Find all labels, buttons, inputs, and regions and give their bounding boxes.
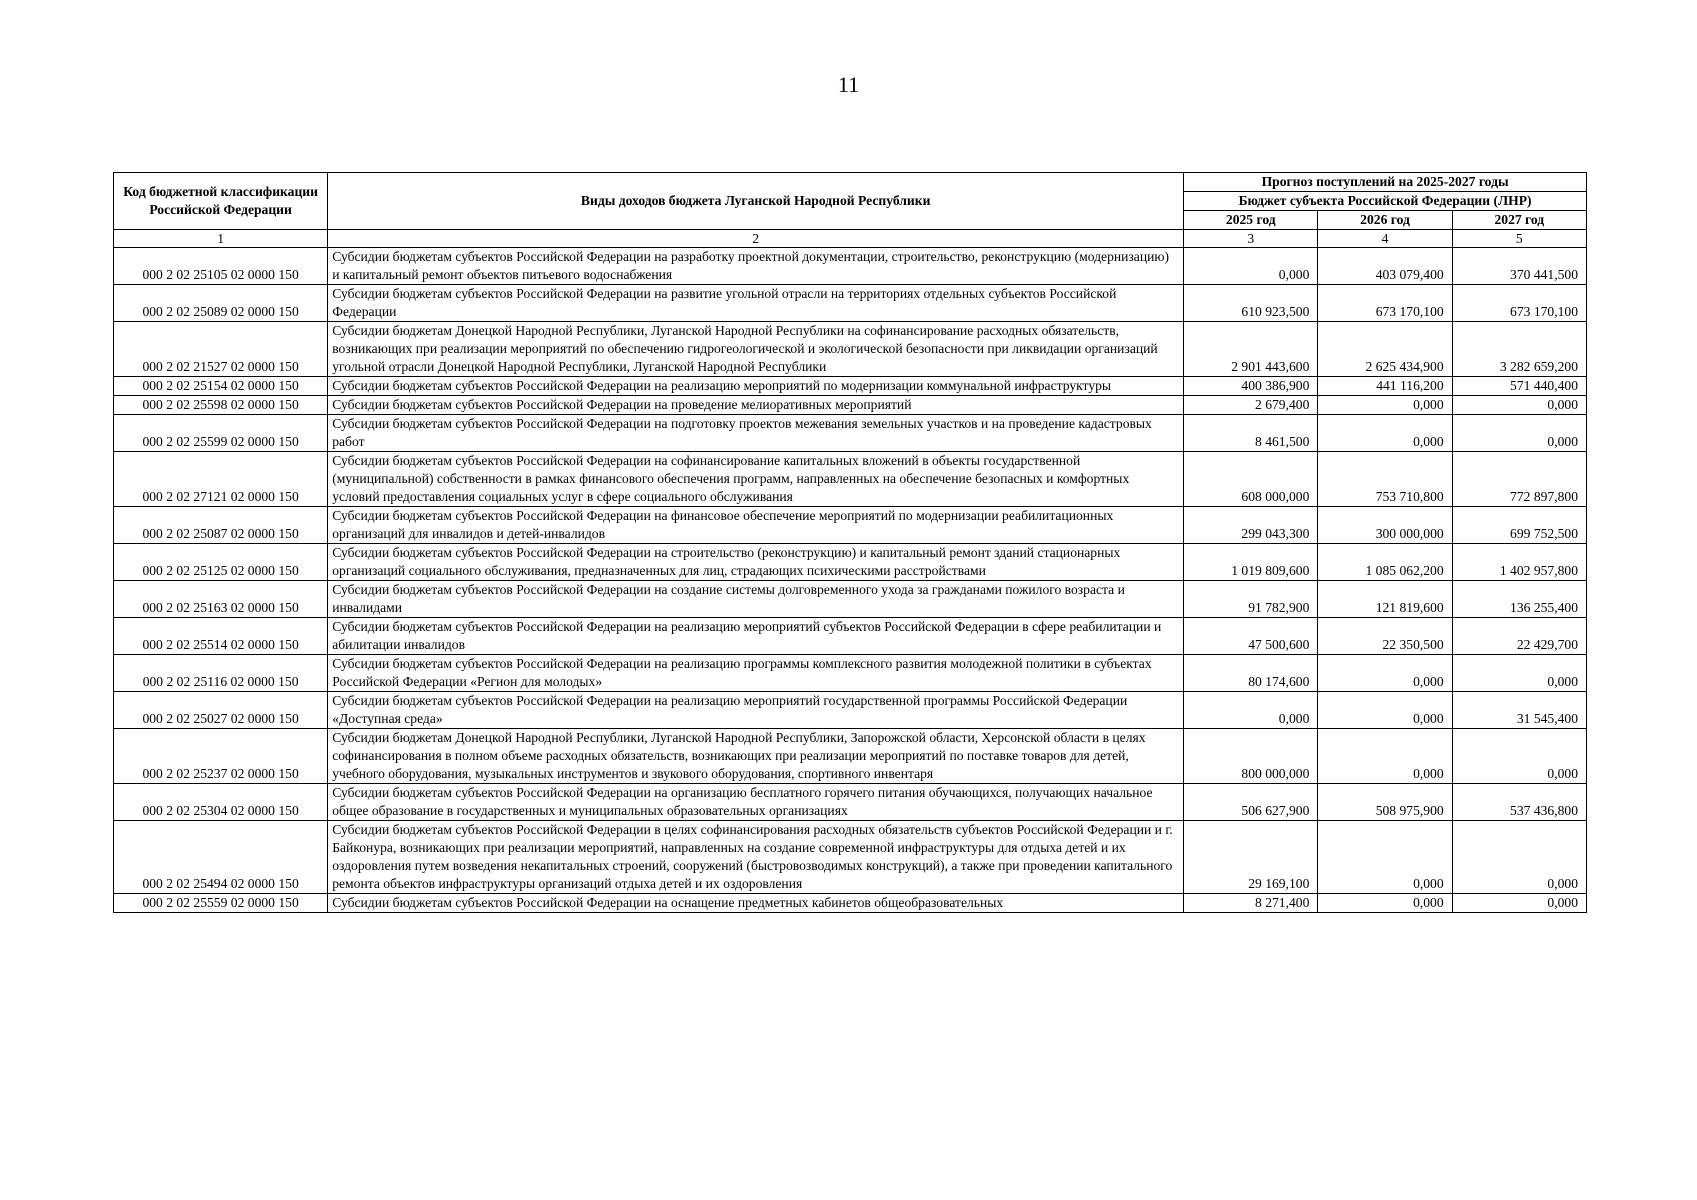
amount-2027-cell: 370 441,500 bbox=[1452, 248, 1586, 285]
column-number: 5 bbox=[1452, 230, 1586, 248]
page-number: 11 bbox=[837, 72, 860, 97]
table-row bbox=[114, 415, 1587, 452]
amount-2025-cell: 8 271,400 bbox=[1184, 894, 1318, 913]
amount-2027-cell: 772 897,800 bbox=[1452, 452, 1586, 507]
budget-code-cell: 000 2 02 25105 02 0000 150 bbox=[114, 248, 328, 285]
table-row bbox=[114, 544, 1587, 581]
table-row bbox=[114, 821, 1587, 894]
header-code-column: Код бюджетной классификации Российской Федерации bbox=[114, 173, 328, 230]
column-number-row bbox=[114, 230, 1587, 248]
amount-2027-cell: 31 545,400 bbox=[1452, 692, 1586, 729]
amount-2025-cell: 506 627,900 bbox=[1184, 784, 1318, 821]
amount-2026-cell: 0,000 bbox=[1318, 692, 1452, 729]
budget-code-cell: 000 2 02 25089 02 0000 150 bbox=[114, 285, 328, 322]
revenue-description-cell: Субсидии бюджетам субъектов Российской Федерации на разработку проектной документации, строительство, реконструкцию (модернизацию) и капитальный ремонт объектов питьевого водоснабжения bbox=[328, 248, 1184, 285]
revenue-description-cell: Субсидии бюджетам субъектов Российской Федерации на проведение мелиоративных мероприятий bbox=[328, 396, 1184, 415]
revenue-description-cell: Субсидии бюджетам субъектов Российской Федерации на организацию бесплатного горячего питания обучающихся, получающих начальное общее образование в государственных и муниципальных образовательных организациях bbox=[328, 784, 1184, 821]
amount-2026-cell: 0,000 bbox=[1318, 894, 1452, 913]
amount-2026-cell: 0,000 bbox=[1318, 415, 1452, 452]
revenue-description-cell: Субсидии бюджетам субъектов Российской Федерации на строительство (реконструкцию) и капитальный ремонт зданий стационарных организаций социального обслуживания, предназначенных для лиц, страдающих психическими расстройствами bbox=[328, 544, 1184, 581]
amount-2025-cell: 91 782,900 bbox=[1184, 581, 1318, 618]
table-header bbox=[114, 173, 1587, 230]
budget-code-cell: 000 2 02 25514 02 0000 150 bbox=[114, 618, 328, 655]
revenue-description-cell: Субсидии бюджетам Донецкой Народной Республики, Луганской Народной Республики на софинансирование расходных обязательств, возникающих при реализации мероприятий по обеспечению гидрогеологической и экологической безопасности при ликвидации организаций угольной отрасли Донецкой Народной Республики, Луганской Народной Республики bbox=[328, 322, 1184, 377]
revenue-description-cell: Субсидии бюджетам субъектов Российской Федерации на создание системы долговременного ухода за гражданами пожилого возраста и инвалидами bbox=[328, 581, 1184, 618]
amount-2026-cell: 403 079,400 bbox=[1318, 248, 1452, 285]
budget-code-cell: 000 2 02 25598 02 0000 150 bbox=[114, 396, 328, 415]
amount-2027-cell: 0,000 bbox=[1452, 415, 1586, 452]
amount-2027-cell: 1 402 957,800 bbox=[1452, 544, 1586, 581]
revenue-description-cell: Субсидии бюджетам субъектов Российской Федерации на оснащение предметных кабинетов общеобразовательных bbox=[328, 894, 1184, 913]
header-year-2027: 2027 год bbox=[1452, 211, 1586, 230]
revenue-description-cell: Субсидии бюджетам субъектов Российской Федерации на развитие угольной отрасли на территориях отдельных субъектов Российской Федерации bbox=[328, 285, 1184, 322]
table-row bbox=[114, 784, 1587, 821]
table-row bbox=[114, 729, 1587, 784]
revenue-description-cell: Субсидии бюджетам субъектов Российской Федерации в целях софинансирования расходных обязательств субъектов Российской Федерации и г. Байконура, возникающих при реализации мероприятий, направленных на создание современной инфраструктуры для отдыха детей и их оздоровления путем возведения некапитальных строений, сооружений (быстровозводимых конструкций), а также при проведении капитального ремонта объектов инфраструктуры организаций отдыха детей и их оздоровления bbox=[328, 821, 1184, 894]
amount-2027-cell: 0,000 bbox=[1452, 821, 1586, 894]
amount-2027-cell: 673 170,100 bbox=[1452, 285, 1586, 322]
column-number: 4 bbox=[1318, 230, 1452, 248]
amount-2026-cell: 1 085 062,200 bbox=[1318, 544, 1452, 581]
amount-2025-cell: 1 019 809,600 bbox=[1184, 544, 1318, 581]
header-year-2025: 2025 год bbox=[1184, 211, 1318, 230]
amount-2026-cell: 0,000 bbox=[1318, 655, 1452, 692]
amount-2027-cell: 3 282 659,200 bbox=[1452, 322, 1586, 377]
revenue-description-cell: Субсидии бюджетам субъектов Российской Федерации на финансовое обеспечение мероприятий по модернизации реабилитационных организаций для инвалидов и детей-инвалидов bbox=[328, 507, 1184, 544]
budget-code-cell: 000 2 02 25599 02 0000 150 bbox=[114, 415, 328, 452]
budget-code-cell: 000 2 02 25237 02 0000 150 bbox=[114, 729, 328, 784]
table-row bbox=[114, 396, 1587, 415]
amount-2025-cell: 2 679,400 bbox=[1184, 396, 1318, 415]
budget-code-cell: 000 2 02 25116 02 0000 150 bbox=[114, 655, 328, 692]
amount-2027-cell: 22 429,700 bbox=[1452, 618, 1586, 655]
table-row bbox=[114, 322, 1587, 377]
header-year-2026: 2026 год bbox=[1318, 211, 1452, 230]
budget-code-cell: 000 2 02 25559 02 0000 150 bbox=[114, 894, 328, 913]
revenue-description-cell: Субсидии бюджетам субъектов Российской Федерации на софинансирование капитальных вложений в объекты государственной (муниципальной) собственности в рамках финансового обеспечения программ, направленных на обеспечение безопасных и комфортных условий предоставления социальных услуг в сфере социального обслуживания bbox=[328, 452, 1184, 507]
amount-2025-cell: 610 923,500 bbox=[1184, 285, 1318, 322]
revenue-description-cell: Субсидии бюджетам субъектов Российской Федерации на реализацию мероприятий по модернизации коммунальной инфраструктуры bbox=[328, 377, 1184, 396]
amount-2027-cell: 0,000 bbox=[1452, 396, 1586, 415]
budget-code-cell: 000 2 02 25163 02 0000 150 bbox=[114, 581, 328, 618]
table-row bbox=[114, 248, 1587, 285]
table-row bbox=[114, 692, 1587, 729]
budget-code-cell: 000 2 02 21527 02 0000 150 bbox=[114, 322, 328, 377]
amount-2026-cell: 673 170,100 bbox=[1318, 285, 1452, 322]
column-number: 3 bbox=[1184, 230, 1318, 248]
amount-2026-cell: 753 710,800 bbox=[1318, 452, 1452, 507]
budget-code-cell: 000 2 02 25125 02 0000 150 bbox=[114, 544, 328, 581]
table-row bbox=[114, 507, 1587, 544]
amount-2025-cell: 299 043,300 bbox=[1184, 507, 1318, 544]
amount-2027-cell: 0,000 bbox=[1452, 655, 1586, 692]
amount-2027-cell: 699 752,500 bbox=[1452, 507, 1586, 544]
amount-2027-cell: 537 436,800 bbox=[1452, 784, 1586, 821]
budget-code-cell: 000 2 02 27121 02 0000 150 bbox=[114, 452, 328, 507]
amount-2026-cell: 0,000 bbox=[1318, 729, 1452, 784]
amount-2027-cell: 136 255,400 bbox=[1452, 581, 1586, 618]
amount-2025-cell: 2 901 443,600 bbox=[1184, 322, 1318, 377]
revenue-description-cell: Субсидии бюджетам Донецкой Народной Республики, Луганской Народной Республики, Запорожской области, Херсонской области в целях софинансирования в полном объеме расходных обязательств, возникающих при реализации мероприятий по поставке товаров для детей, учебного оборудования, музыкальных инструментов и звукового оборудования, спортивного инвентаря bbox=[328, 729, 1184, 784]
amount-2027-cell: 0,000 bbox=[1452, 894, 1586, 913]
amount-2025-cell: 0,000 bbox=[1184, 692, 1318, 729]
amount-2025-cell: 400 386,900 bbox=[1184, 377, 1318, 396]
amount-2025-cell: 8 461,500 bbox=[1184, 415, 1318, 452]
amount-2026-cell: 2 625 434,900 bbox=[1318, 322, 1452, 377]
amount-2025-cell: 0,000 bbox=[1184, 248, 1318, 285]
revenue-description-cell: Субсидии бюджетам субъектов Российской Федерации на подготовку проектов межевания земельных участков и на проведение кадастровых работ bbox=[328, 415, 1184, 452]
header-description-column: Виды доходов бюджета Луганской Народной Республики bbox=[328, 173, 1184, 230]
table-row bbox=[114, 581, 1587, 618]
table-row bbox=[114, 452, 1587, 507]
table-row bbox=[114, 894, 1587, 913]
revenue-forecast-table bbox=[113, 172, 1587, 913]
amount-2026-cell: 300 000,000 bbox=[1318, 507, 1452, 544]
table-row bbox=[114, 655, 1587, 692]
revenue-description-cell: Субсидии бюджетам субъектов Российской Федерации на реализацию мероприятий государственной программы Российской Федерации «Доступная среда» bbox=[328, 692, 1184, 729]
amount-2025-cell: 80 174,600 bbox=[1184, 655, 1318, 692]
amount-2026-cell: 508 975,900 bbox=[1318, 784, 1452, 821]
header-forecast-group: Прогноз поступлений на 2025-2027 годы bbox=[1184, 173, 1587, 192]
revenue-description-cell: Субсидии бюджетам субъектов Российской Федерации на реализацию мероприятий субъектов Российской Федерации в сфере реабилитации и абилитации инвалидов bbox=[328, 618, 1184, 655]
amount-2026-cell: 0,000 bbox=[1318, 396, 1452, 415]
header-budget-group: Бюджет субъекта Российской Федерации (ЛНР) bbox=[1184, 192, 1587, 211]
budget-code-cell: 000 2 02 25304 02 0000 150 bbox=[114, 784, 328, 821]
amount-2026-cell: 121 819,600 bbox=[1318, 581, 1452, 618]
amount-2025-cell: 608 000,000 bbox=[1184, 452, 1318, 507]
amount-2025-cell: 47 500,600 bbox=[1184, 618, 1318, 655]
amount-2027-cell: 0,000 bbox=[1452, 729, 1586, 784]
column-number: 2 bbox=[328, 230, 1184, 248]
budget-code-cell: 000 2 02 25154 02 0000 150 bbox=[114, 377, 328, 396]
amount-2026-cell: 22 350,500 bbox=[1318, 618, 1452, 655]
table-row bbox=[114, 618, 1587, 655]
amount-2027-cell: 571 440,400 bbox=[1452, 377, 1586, 396]
table-row bbox=[114, 377, 1587, 396]
column-number: 1 bbox=[114, 230, 328, 248]
budget-code-cell: 000 2 02 25494 02 0000 150 bbox=[114, 821, 328, 894]
budget-code-cell: 000 2 02 25087 02 0000 150 bbox=[114, 507, 328, 544]
amount-2026-cell: 0,000 bbox=[1318, 821, 1452, 894]
amount-2025-cell: 29 169,100 bbox=[1184, 821, 1318, 894]
table-row bbox=[114, 285, 1587, 322]
table-body bbox=[114, 230, 1587, 913]
budget-code-cell: 000 2 02 25027 02 0000 150 bbox=[114, 692, 328, 729]
amount-2026-cell: 441 116,200 bbox=[1318, 377, 1452, 396]
revenue-table-wrapper bbox=[113, 172, 1587, 913]
amount-2025-cell: 800 000,000 bbox=[1184, 729, 1318, 784]
revenue-description-cell: Субсидии бюджетам субъектов Российской Федерации на реализацию программы комплексного развития молодежной политики в субъектах Российской Федерации «Регион для молодых» bbox=[328, 655, 1184, 692]
